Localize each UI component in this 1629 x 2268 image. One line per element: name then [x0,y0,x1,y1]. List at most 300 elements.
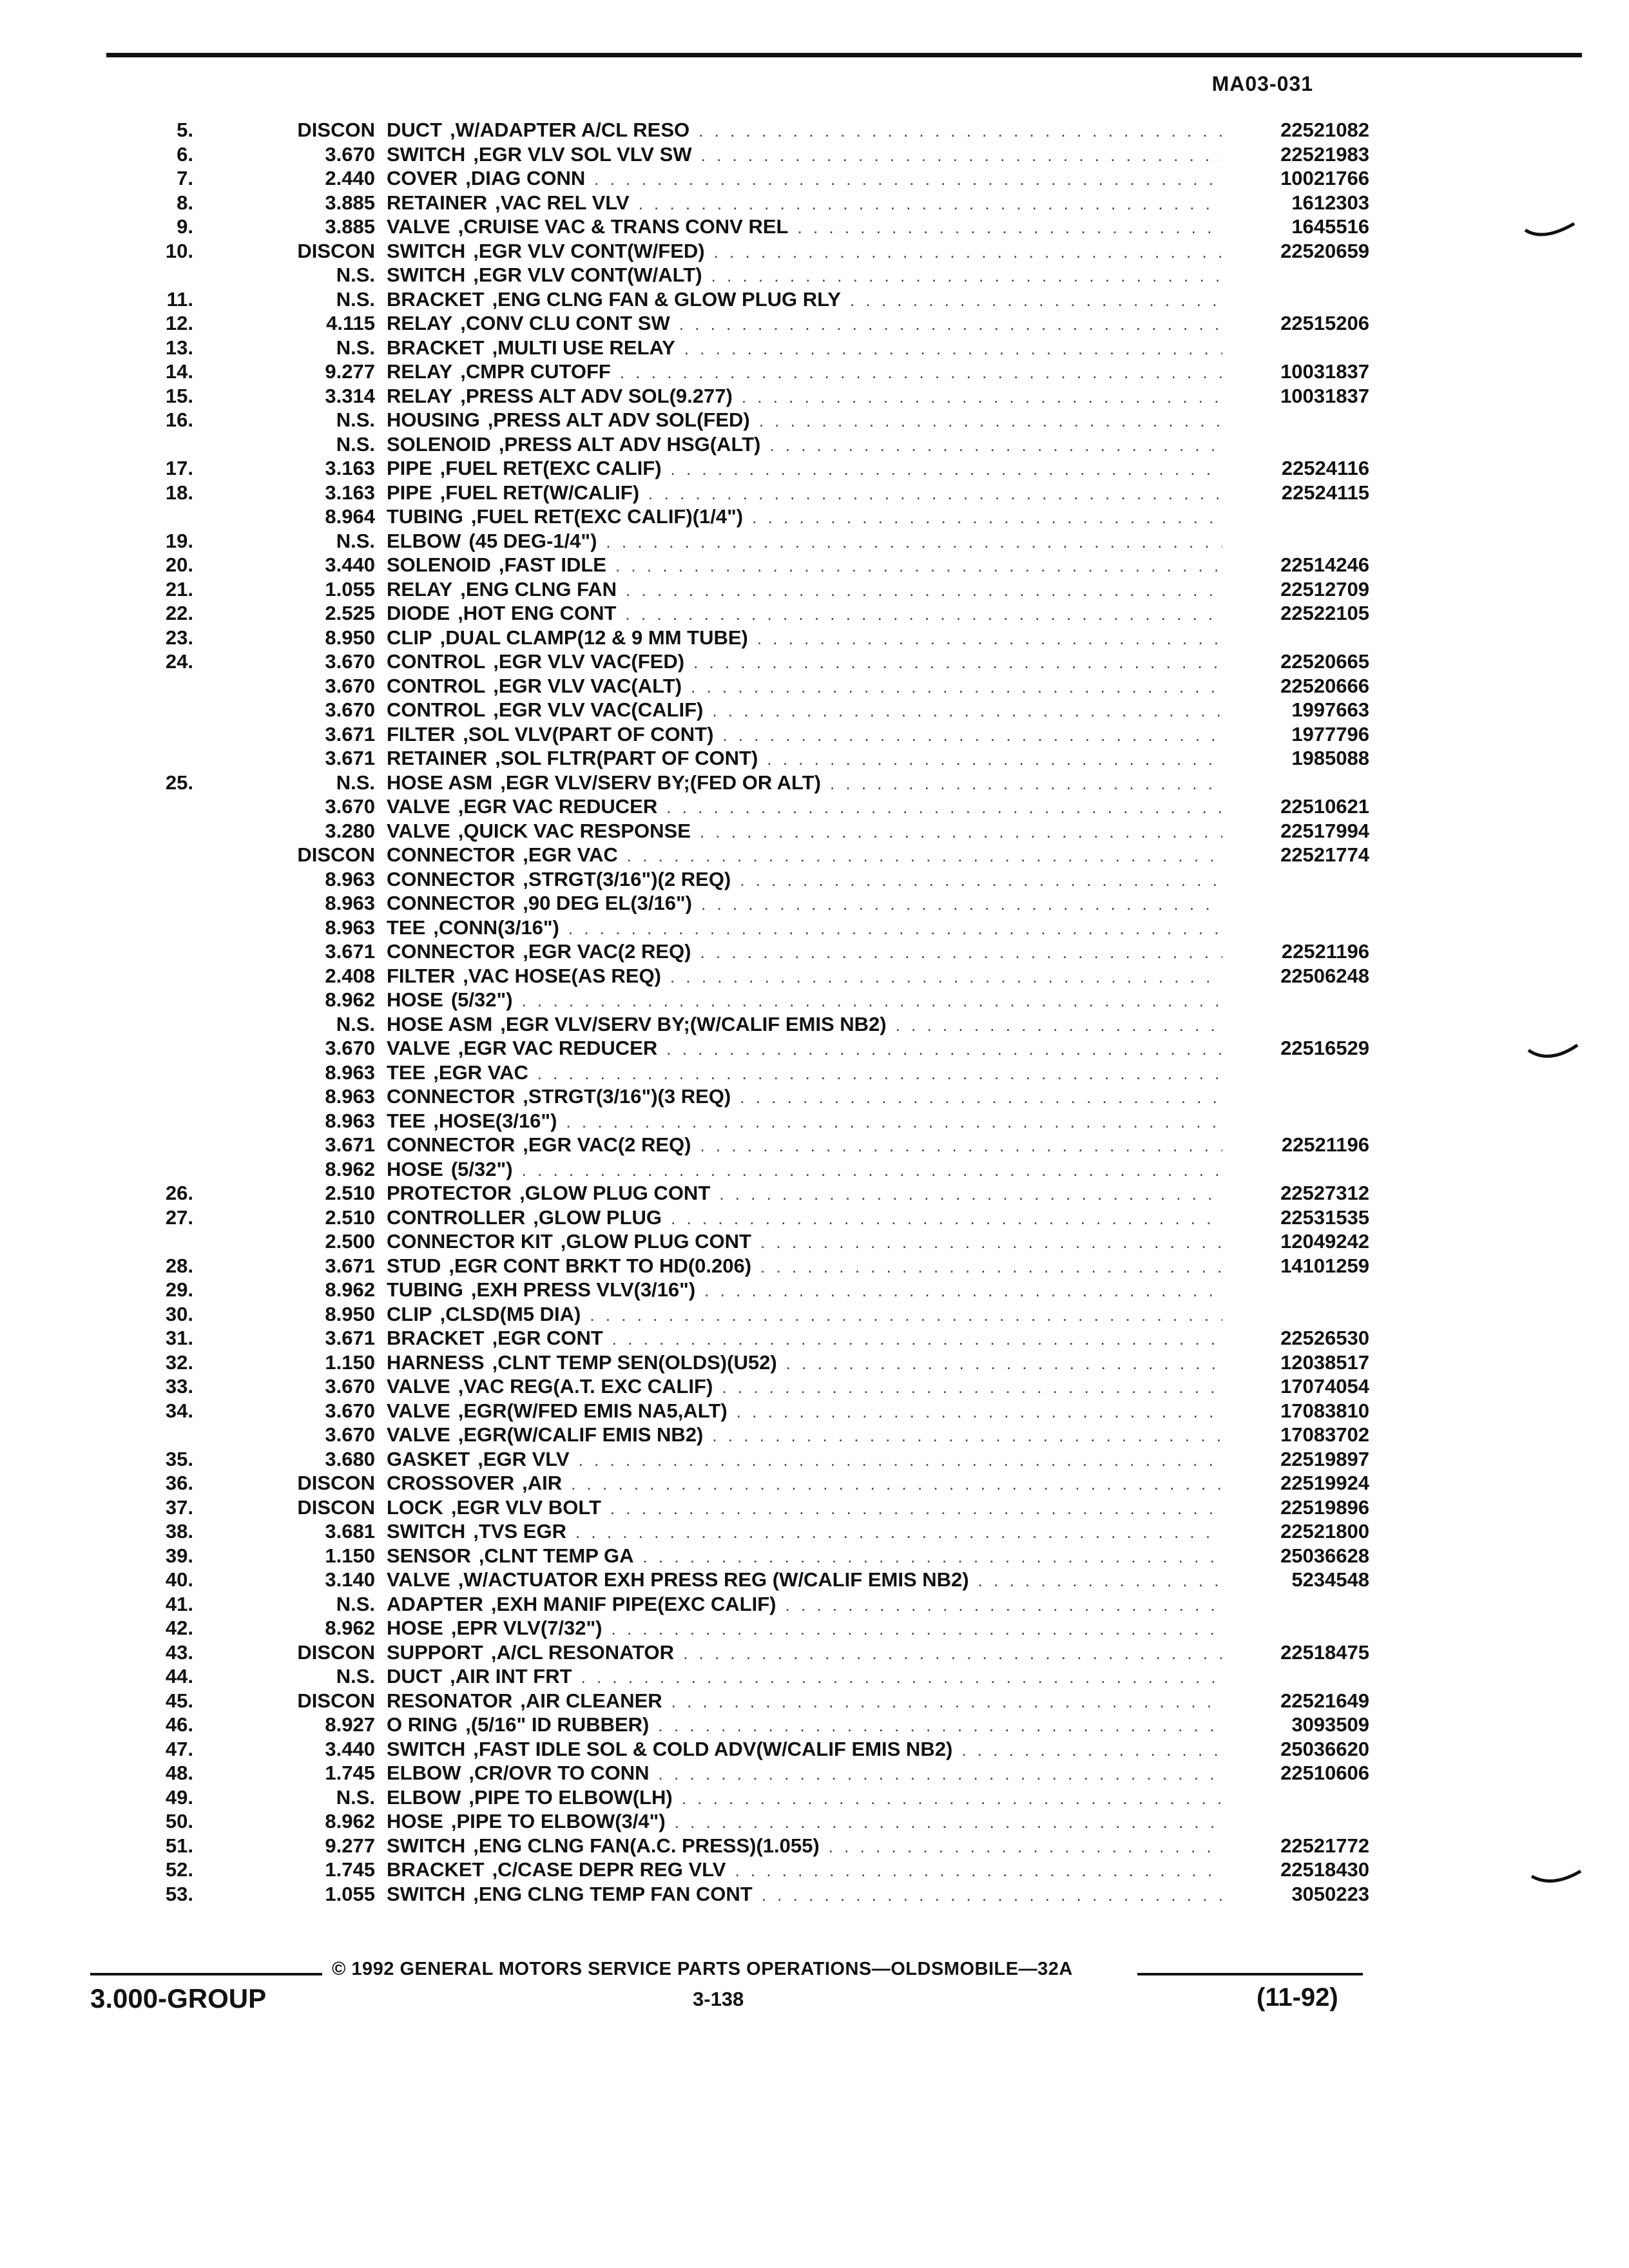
part-number: 1645516 [1291,215,1369,238]
parts-row [110,1036,1369,1061]
part-name: DUCT [387,119,443,141]
part-name: CONNECTOR [387,940,516,963]
part-detail: ,TVS EGR [473,1520,566,1542]
group-code: 3.671 [325,940,375,963]
part-number: 22527312 [1280,1182,1369,1204]
dot-leader [679,312,1222,337]
part-detail: ,FAST IDLE [498,553,606,576]
description [387,191,1234,216]
group-code: 8.962 [325,1810,375,1832]
description [387,771,1234,796]
parts-row [110,1229,1369,1254]
dot-leader [769,434,1222,458]
parts-row [110,867,1369,892]
ref-number: 45. [165,1689,193,1712]
parts-row [110,891,1369,916]
dot-leader [610,1497,1222,1521]
parts-row [110,432,1369,457]
parts-row [110,1689,1369,1713]
part-detail: ,SOL VLV(PART OF CONT) [463,722,714,745]
part-detail: ,EGR VLV VAC(CALIF) [493,698,704,721]
description [387,674,1234,700]
parts-row [110,384,1369,408]
ref-number: 12. [165,312,193,334]
part-detail: ,FUEL RET(EXC CALIF)(1/4") [470,505,744,528]
group-code: 2.525 [325,602,375,624]
part-detail: ,ENG CLNG FAN & GLOW PLUG RLY [492,287,841,311]
dot-leader [760,1255,1222,1280]
part-name: TUBING [387,505,463,528]
ref-number: 20. [165,553,193,576]
parts-row [110,263,1369,287]
dot-leader [700,941,1222,965]
part-detail: ,QUICK VAC RESPONSE [458,819,691,842]
description [387,964,1234,990]
description [387,939,1234,965]
description [387,336,1234,361]
description [387,1423,1234,1448]
dot-leader [648,482,1222,506]
part-number: 10031837 [1280,360,1369,383]
parts-row [110,698,1369,722]
group-code: 4.115 [326,312,375,334]
part-number: 5234548 [1291,1568,1369,1591]
dot-leader [682,1787,1222,1811]
part-number: 10021766 [1280,167,1369,189]
ref-number: 23. [165,626,193,649]
part-name: HOSE ASM [387,771,493,794]
parts-row [110,649,1369,674]
part-number: 12038517 [1280,1350,1369,1374]
part-detail: ,(5/16" ID RUBBER) [465,1713,650,1736]
part-number: 22506248 [1280,964,1369,987]
margin-check-mark [1524,222,1576,245]
part-name: BRACKET [387,287,485,311]
description [387,1157,1234,1183]
parts-row [110,1109,1369,1133]
part-detail: ,EGR VLV VAC(ALT) [493,674,682,697]
part-detail: ,GLOW PLUG CONT [560,1230,751,1253]
description [387,819,1234,845]
ref-number: 19. [165,529,193,552]
dot-leader [762,1883,1222,1908]
part-detail: ,W/ACTUATOR EXH PRESS REG (W/CALIF EMIS NB2) [458,1568,969,1591]
part-name: ADAPTER [387,1592,483,1615]
group-code: 3.670 [325,674,375,697]
part-name: BRACKET [387,1327,485,1349]
dot-leader [612,1327,1222,1352]
dot-leader [606,530,1222,555]
description [387,215,1234,240]
ref-number: 16. [165,408,193,431]
part-number: 22524116 [1281,457,1369,479]
group-code: N.S. [336,336,375,359]
dot-leader [683,1642,1222,1666]
group-code: 8.950 [325,1302,375,1325]
part-number: 1977796 [1291,722,1369,745]
part-detail: ,MULTI USE RELAY [492,336,675,359]
parts-row [110,916,1369,940]
group-code: 3.885 [325,215,375,238]
description [387,505,1234,530]
dot-leader [659,1762,1222,1787]
dot-leader [759,409,1222,434]
parts-row [110,1133,1369,1157]
part-number: 10031837 [1280,384,1369,407]
footer-group: 3.000-GROUP [90,1983,267,2013]
part-number: 22517994 [1280,819,1369,842]
part-detail: ,EGR VLV [477,1447,570,1470]
group-code: 1.745 [325,1858,375,1881]
part-number: 22510621 [1280,795,1369,818]
part-detail: ,EPR VLV(7/32") [450,1617,602,1639]
group-code: 1.745 [325,1762,375,1784]
dot-leader [704,1279,1222,1303]
parts-row [110,964,1369,988]
part-name: SWITCH [387,1834,466,1857]
part-detail: ,EGR VLV SOL VLV SW [473,142,692,166]
part-number: 25036628 [1280,1544,1369,1567]
group-code: 2.440 [325,167,375,189]
part-name: CONNECTOR [387,1085,516,1108]
part-name: CONNECTOR [387,1133,516,1156]
part-number: 22519924 [1280,1472,1369,1494]
description [387,649,1234,675]
description [387,287,1234,313]
ref-number: 9. [177,215,193,238]
dot-leader [590,1303,1222,1328]
dot-leader [719,1182,1222,1207]
part-name: VALVE [387,819,450,842]
description [387,1713,1234,1738]
parts-row [110,456,1369,481]
ref-number: 15. [165,384,193,407]
dot-leader [961,1738,1222,1763]
description [387,1254,1234,1280]
group-code: 3.670 [325,1399,375,1422]
group-code: 1.055 [325,1882,375,1905]
group-code: DISCON [297,1495,375,1519]
parts-row [110,1399,1369,1423]
ref-number: 13. [165,336,193,359]
group-code: N.S. [336,529,375,552]
dot-leader [579,1448,1222,1473]
ref-number: 40. [165,1568,193,1591]
dot-leader [639,192,1222,216]
dot-leader [581,1666,1222,1690]
parts-row [110,1278,1369,1302]
parts-row [110,1737,1369,1762]
group-code: 3.440 [325,1737,375,1760]
group-code: 9.277 [325,1834,375,1857]
parts-row [110,939,1369,964]
dot-leader [829,1835,1222,1860]
part-number: 22524115 [1281,481,1369,504]
dot-leader [699,119,1222,144]
group-code: 3.885 [325,191,375,214]
part-number: 22521983 [1280,142,1369,166]
part-detail: ,AIR [522,1472,563,1494]
dot-leader [712,1424,1222,1448]
part-name: CONTROL [387,650,486,673]
description [387,360,1234,385]
part-detail: ,ENG CLNG FAN(A.C. PRESS)(1.055) [473,1834,820,1857]
part-detail: ,CLSD(M5 DIA) [439,1302,581,1325]
description [387,746,1234,772]
part-name: VALVE [387,1037,450,1059]
ref-number: 21. [165,577,193,601]
description [387,1471,1234,1497]
part-name: TEE [387,916,426,939]
group-code: 3.671 [325,722,375,745]
parts-row [110,1012,1369,1037]
part-number: 1612303 [1291,191,1369,214]
group-code: N.S. [336,264,375,286]
part-name: CLIP [387,626,432,649]
dot-leader [670,965,1222,990]
parts-row [110,1061,1369,1085]
part-name: ELBOW [387,1785,461,1809]
part-number: 17074054 [1280,1375,1369,1398]
part-name: HOUSING [387,408,480,431]
part-name: CROSSOVER [387,1472,515,1494]
dot-leader [701,892,1222,917]
group-code: 3.670 [325,1037,375,1059]
description [387,1036,1234,1062]
part-name: PROTECTOR [387,1182,512,1204]
group-code: 8.927 [325,1713,375,1736]
part-name: SWITCH [387,1737,466,1760]
part-detail: ,GLOW PLUG [533,1206,662,1229]
group-code: 9.277 [325,360,375,383]
ref-number: 6. [177,142,193,166]
part-number: 22521772 [1280,1834,1369,1857]
group-code: 8.963 [325,867,375,890]
dot-leader [752,506,1222,530]
dot-leader [714,240,1222,265]
part-name: BRACKET [387,1858,485,1881]
part-number: 22516529 [1280,1037,1369,1059]
part-detail: ,DUAL CLAMP(12 & 9 MM TUBE) [439,626,748,649]
part-detail: ,EGR VAC REDUCER [458,795,658,818]
parts-row [110,142,1369,167]
part-detail: ,EGR VAC [523,843,618,866]
top-rule [106,53,1582,57]
dot-leader [537,1062,1222,1086]
part-name: SUPPORT [387,1640,483,1664]
dot-leader [675,1811,1222,1835]
description [387,1061,1234,1086]
part-detail: ,EGR VLV CONT(W/ALT) [473,264,702,286]
description [387,311,1234,337]
part-name: VALVE [387,215,450,238]
part-detail: ,EGR VLV/SERV BY;(W/CALIF EMIS NB2) [500,1012,887,1035]
dot-leader [700,820,1222,845]
description [387,1544,1234,1570]
group-code: DISCON [297,1640,375,1664]
part-name: CONNECTOR [387,892,516,914]
parts-row [110,626,1369,650]
part-name: VALVE [387,1568,450,1591]
dot-leader [760,1231,1222,1255]
part-number: 14101259 [1280,1254,1369,1277]
group-code: DISCON [297,1689,375,1712]
part-number: 25036620 [1280,1737,1369,1760]
parts-row [110,1519,1369,1544]
part-name: CONTROLLER [387,1206,526,1229]
dot-leader [767,747,1222,772]
part-detail: ,EGR VAC(2 REQ) [523,940,691,963]
parts-row [110,1471,1369,1495]
description [387,1206,1234,1231]
dot-leader [612,1617,1223,1642]
description [387,432,1234,458]
parts-row [110,481,1369,505]
group-code: 8.963 [325,1109,375,1132]
margin-check-mark [1527,1044,1579,1067]
part-name: ELBOW [387,1762,461,1784]
group-code: 2.510 [325,1182,375,1204]
description [387,1858,1234,1883]
group-code: 1.150 [325,1350,375,1374]
description [387,1399,1234,1425]
part-name: VALVE [387,1423,450,1446]
part-number: 22526530 [1280,1327,1369,1349]
ref-number: 8. [177,191,193,214]
part-detail: ,CONN(3/16") [433,916,559,939]
description [387,626,1234,651]
parts-row [110,601,1369,626]
part-number: 3050223 [1291,1882,1369,1905]
dot-leader [797,216,1222,240]
dot-leader [785,1593,1222,1618]
part-name: CONNECTOR [387,843,516,866]
part-number: 22518430 [1280,1858,1369,1881]
dot-leader [740,869,1222,893]
part-number: 22520659 [1280,239,1369,262]
description [387,1109,1234,1135]
ref-number: 46. [165,1713,193,1736]
dot-leader [625,602,1222,627]
part-name: HOSE [387,988,443,1011]
dot-leader [666,1037,1222,1062]
description [387,553,1234,579]
footer-copyright: © 1992 GENERAL MOTORS SERVICE PARTS OPERATIONS—OLDSMOBILE—32A [332,1959,1073,1979]
part-name: PIPE [387,457,432,479]
description [387,1374,1234,1400]
parts-row [110,1592,1369,1617]
part-detail: ,EXH PRESS VLV(3/16") [470,1278,696,1301]
ref-number: 33. [165,1375,193,1398]
part-number: 17083702 [1280,1423,1369,1446]
parts-row [110,336,1369,360]
ref-number: 50. [165,1810,193,1832]
part-detail: (45 DEG-1/4") [468,529,597,552]
dot-leader [615,554,1222,579]
part-detail: ,HOT ENG CONT [458,602,617,624]
group-code: 1.055 [325,577,375,601]
parts-row [110,1302,1369,1327]
parts-row [110,771,1369,795]
ref-number: 37. [165,1495,193,1519]
description [387,1326,1234,1352]
description [387,1519,1234,1545]
part-name: ELBOW [387,529,461,552]
ref-number: 44. [165,1665,193,1687]
part-name: HOSE [387,1157,443,1180]
part-number: 22514246 [1280,553,1369,576]
ref-number: 43. [165,1640,193,1664]
description [387,1278,1234,1303]
ref-number: 18. [165,481,193,504]
part-detail: ,AIR INT FRT [450,1665,572,1687]
group-code: 2.500 [325,1230,375,1253]
parts-row [110,1181,1369,1206]
dot-leader [568,917,1222,941]
description [387,794,1234,820]
group-code: 3.671 [325,1254,375,1277]
dot-leader [522,989,1222,1014]
parts-row [110,1495,1369,1520]
part-detail: ,CONV CLU CONT SW [460,312,670,334]
part-name: TEE [387,1109,426,1132]
group-code: 3.680 [325,1447,375,1470]
ref-number: 52. [165,1858,193,1881]
description [387,1350,1234,1376]
description [387,166,1234,192]
ref-number: 51. [165,1834,193,1857]
part-detail: ,EGR(W/CALIF EMIS NB2) [458,1423,704,1446]
dot-leader [722,724,1222,748]
description [387,988,1234,1014]
dot-leader [566,1110,1222,1135]
dot-leader [701,144,1222,168]
part-number: 22521196 [1281,940,1369,963]
part-number: 22520666 [1280,674,1369,697]
description [387,1761,1234,1787]
parts-row [110,118,1369,142]
part-detail: ,CMPR CUTOFF [460,360,611,383]
ref-number: 14. [165,360,193,383]
part-number: 12049242 [1280,1230,1369,1253]
parts-row [110,794,1369,819]
footer-date: (11-92) [1257,1983,1338,2012]
group-code: DISCON [297,1472,375,1494]
part-detail: (5/32") [450,988,513,1011]
description [387,916,1234,941]
description [387,263,1234,289]
part-name: O RING [387,1713,458,1736]
group-code: 3.670 [325,142,375,166]
description [387,1012,1234,1038]
dot-leader [786,1352,1222,1376]
part-name: GASKET [387,1447,470,1470]
parts-row [110,1544,1369,1568]
part-detail: ,STRGT(3/16")(2 REQ) [523,867,731,890]
part-number: 1997663 [1291,698,1369,721]
ref-number: 25. [165,771,193,794]
ref-number: 41. [165,1592,193,1615]
part-detail: ,EGR VAC [433,1061,528,1084]
group-code: 3.670 [325,1375,375,1398]
part-name: HOSE [387,1810,443,1832]
parts-row [110,988,1369,1012]
part-name: RELAY [387,577,453,601]
part-number: 22521800 [1280,1520,1369,1542]
dot-leader [522,1158,1222,1183]
group-code: 3.670 [325,698,375,721]
ref-number: 53. [165,1882,193,1905]
